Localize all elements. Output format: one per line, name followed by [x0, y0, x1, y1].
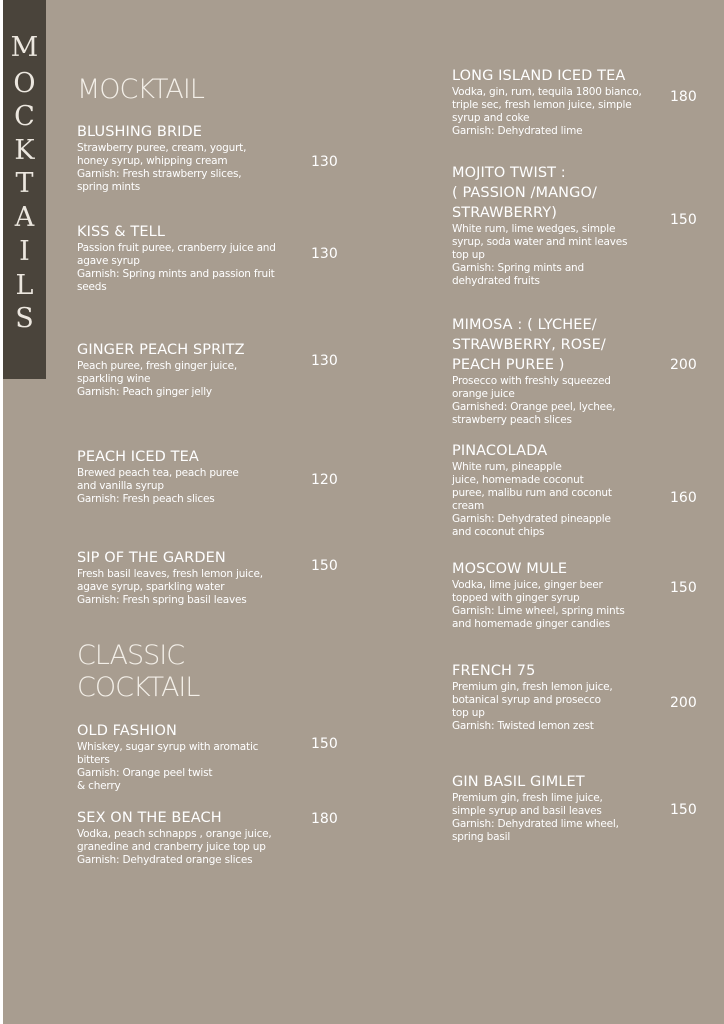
menu-item-long-island-iced-tea	[452, 66, 662, 138]
menu-item-peach-iced-tea	[77, 447, 307, 506]
item-name: SEX ON THE BEACH	[77, 810, 222, 826]
item-description: Vodka, lime juice, ginger beer topped with ginger syrup Garnish: Lime wheel, spring mints and homemade ginger candies	[452, 579, 625, 630]
item-name: GIN BASIL GIMLET	[452, 774, 585, 790]
item-price: 180	[670, 89, 697, 105]
item-price: 130	[311, 154, 338, 170]
side-letter: K	[14, 135, 35, 166]
item-name: MIMOSA : ( LYCHEE/ STRAWBERRY, ROSE/ PEACH PUREE )	[452, 317, 606, 373]
item-description: Vodka, peach schnapps , orange juice, granedine and cranberry juice top up Garnish: Dehydrated orange slices	[77, 828, 272, 866]
side-letter: C	[14, 101, 35, 132]
item-name: PINACOLADA	[452, 443, 548, 459]
side-letter: A	[14, 202, 35, 233]
menu-item-mimosa	[452, 315, 662, 427]
menu-item-sip-of-the-garden	[77, 548, 307, 607]
item-name: GINGER PEACH SPRITZ	[77, 342, 245, 358]
item-description: Whiskey, sugar syrup with aromatic bitters Garnish: Orange peel twist & cherry	[77, 741, 259, 792]
item-price: 150	[311, 558, 338, 574]
classic-cocktail-section-title: CLASSIC COCKTAIL	[77, 640, 200, 703]
side-letter: T	[15, 168, 34, 199]
menu-item-pinacolada	[452, 441, 662, 539]
item-name: FRENCH 75	[452, 663, 536, 679]
side-label-tab	[3, 0, 46, 379]
item-description: Fresh basil leaves, fresh lemon juice, agave syrup, sparkling water Garnish: Fresh spring basil leaves	[77, 568, 263, 606]
item-price: 180	[311, 811, 338, 827]
mocktail-section-title: MOCKTAIL	[77, 74, 204, 105]
menu-item-moscow-mule	[452, 559, 662, 631]
item-price: 160	[670, 490, 697, 506]
side-letter: M	[10, 32, 39, 63]
menu-item-gin-basil-gimlet	[452, 772, 662, 844]
menu-item-ginger-peach-spritz	[77, 340, 307, 399]
item-description: Prosecco with freshly squeezed orange juice Garnished: Orange peel, lychee, strawberry peach slices	[452, 375, 616, 426]
item-name: KISS & TELL	[77, 224, 165, 240]
menu-item-sex-on-the-beach	[77, 808, 307, 867]
menu-page	[3, 0, 724, 1024]
menu-item-mojito-twist	[452, 163, 662, 288]
item-description: Premium gin, fresh lemon juice, botanical syrup and prosecco top up Garnish: Twisted lemon zest	[452, 681, 613, 732]
item-name: MOJITO TWIST : ( PASSION /MANGO/ STRAWBERRY)	[452, 165, 597, 221]
item-name: BLUSHING BRIDE	[77, 124, 203, 140]
item-description: Passion fruit puree, cranberry juice and agave syrup Garnish: Spring mints and passion fruit seeds	[77, 242, 276, 293]
side-letter: S	[15, 303, 34, 334]
item-name: LONG ISLAND ICED TEA	[452, 68, 626, 84]
item-price: 200	[670, 695, 697, 711]
item-name: SIP OF THE GARDEN	[77, 550, 226, 566]
side-letter: O	[13, 68, 36, 99]
side-letter: I	[19, 236, 30, 267]
menu-item-blushing-bride	[77, 122, 307, 194]
item-description: Brewed peach tea, peach puree and vanilla syrup Garnish: Fresh peach slices	[77, 467, 239, 505]
item-price: 130	[311, 246, 338, 262]
menu-item-kiss-and-tell	[77, 222, 307, 294]
item-description: White rum, pineapple juice, homemade coconut puree, malibu rum and coconut cream Garnish: Dehydrated pineapple and coconut chips	[452, 461, 612, 538]
item-price: 130	[311, 353, 338, 369]
menu-item-french-75	[452, 661, 662, 733]
item-price: 150	[670, 212, 697, 228]
item-name: PEACH ICED TEA	[77, 449, 199, 465]
item-price: 200	[670, 357, 697, 373]
item-description: Strawberry puree, cream, yogurt, honey syrup, whipping cream Garnish: Fresh strawberry slices, spring mints	[77, 142, 247, 193]
item-description: Peach puree, fresh ginger juice, sparkling wine Garnish: Peach ginger jelly	[77, 360, 238, 398]
menu-item-old-fashion	[77, 721, 307, 793]
item-price: 150	[311, 736, 338, 752]
item-price: 150	[670, 802, 697, 818]
item-price: 120	[311, 472, 338, 488]
side-letter: L	[15, 270, 34, 301]
item-description: Premium gin, fresh lime juice, simple syrup and basil leaves Garnish: Dehydrated lime wheel, spring basil	[452, 792, 619, 843]
item-name: MOSCOW MULE	[452, 561, 568, 577]
item-description: White rum, lime wedges, simple syrup, soda water and mint leaves top up Garnish: Spring mints and dehydrated fruits	[452, 223, 628, 287]
item-name: OLD FASHION	[77, 723, 177, 739]
item-description: Vodka, gin, rum, tequila 1800 bianco, triple sec, fresh lemon juice, simple syrup and coke Garnish: Dehydrated lime	[452, 86, 642, 137]
item-price: 150	[670, 580, 697, 596]
